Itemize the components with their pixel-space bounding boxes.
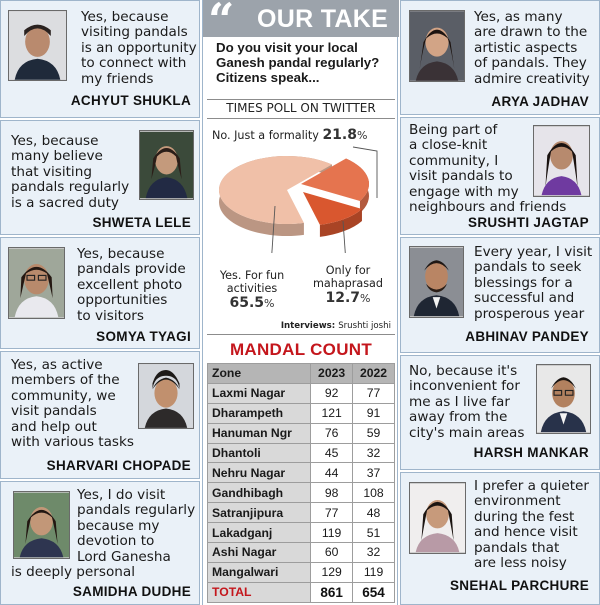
- slice-label: Yes. For fun activities: [219, 269, 285, 295]
- quote-card-srushti-jagtap: [400, 117, 600, 235]
- quote-text: No, because it's inconvenient for me as I live far away from the city's main areas: [409, 363, 525, 441]
- quote-text: Yes, because many believe that visiting pandals regularly is a sacred duty: [11, 133, 130, 211]
- quote-text: Yes, as active members of the community, we visit pandals and help out with various tasks: [11, 357, 134, 451]
- person-name: SHARVARI CHOPADE: [46, 458, 191, 473]
- zone-name: Laxmi Nagar: [208, 383, 311, 403]
- person-name: SNEHAL PARCHURE: [449, 578, 589, 593]
- table-row: [208, 463, 395, 483]
- zone-name: Satranjipura: [208, 503, 311, 523]
- quote-card-harsh-mankar: [400, 355, 600, 470]
- portrait-srushti-jagtap: [533, 125, 590, 197]
- person-name: HARSH MANKAR: [473, 445, 589, 460]
- page-title: OUR TAKE: [257, 5, 389, 33]
- zone-name: Lakadganj: [208, 523, 311, 543]
- interview-credit: Interviews: Srushti joshi: [280, 321, 391, 331]
- label-fun-activities: Yes. For fun activities 65.5%: [209, 269, 295, 310]
- count-2023: 119: [311, 523, 353, 543]
- table-row: [208, 523, 395, 543]
- person-name: SOMYA TYAGI: [96, 329, 191, 344]
- quote-text: Yes, I do visit pandals regularly because my devotion to Lord Ganesha: [77, 487, 196, 565]
- table-row: [208, 383, 395, 403]
- count-2022: 59: [353, 423, 395, 443]
- table-row: [208, 562, 395, 582]
- person-name: ABHINAV PANDEY: [465, 329, 589, 344]
- our-take-panel: [202, 0, 398, 605]
- count-2023: 44: [311, 463, 353, 483]
- our-take-banner: [203, 0, 399, 47]
- column-header-2022: 2022: [353, 364, 395, 384]
- zone-name: Mangalwari: [208, 562, 311, 582]
- quote-text: Yes, because pandals provide excellent photo opportunities to visitors: [77, 246, 186, 324]
- portrait-shweta-lele: [139, 130, 194, 200]
- label-formality: No. Just a formality 21.8%: [212, 127, 368, 143]
- quote-text: I prefer a quieter environment during the fest and hence visit pandals that are less noisy: [474, 478, 589, 572]
- count-2022: 77: [353, 383, 395, 403]
- count-2023: 45: [311, 443, 353, 463]
- table-row: [208, 483, 395, 503]
- person-name: SAMIDHA DUDHE: [72, 584, 191, 599]
- zone-name: Hanuman Ngr: [208, 423, 311, 443]
- table-row: [208, 423, 395, 443]
- zone-name: Dhantoli: [208, 443, 311, 463]
- count-2023: 76: [311, 423, 353, 443]
- quote-card-abhinav-pandey: [400, 237, 600, 353]
- poll-source: TIMES POLL ON TWITTER: [226, 101, 376, 115]
- zone-name: Dharampeth: [208, 403, 311, 423]
- count-2023: 129: [311, 562, 353, 582]
- slice-value: 21.8: [322, 127, 357, 143]
- slice-value: 12.7: [325, 290, 361, 306]
- label-mahaprasad: Only for mahaprasad 12.7%: [303, 264, 393, 305]
- zone-name: Gandhibagh: [208, 483, 311, 503]
- table-row: [208, 443, 395, 463]
- quote-text: Being part of a close-knit community, I visit pandals to engage with my neighbours and friends: [409, 122, 567, 216]
- quote-card-achyut-shukla: [0, 0, 200, 118]
- table-header-row: [208, 364, 395, 384]
- table-row: [208, 403, 395, 423]
- count-2023: 60: [311, 543, 353, 563]
- count-2022: 32: [353, 543, 395, 563]
- person-name: ACHYUT SHUKLA: [70, 93, 191, 108]
- total-label: TOTAL: [208, 582, 311, 602]
- portrait-samidha-dudhe: [13, 491, 70, 559]
- portrait-somya-tyagi: [8, 247, 65, 319]
- divider: [207, 334, 395, 335]
- quote-card-sharvari-chopade: [0, 351, 200, 479]
- count-2022: 48: [353, 503, 395, 523]
- quote-mark-icon: “: [208, 0, 235, 47]
- table-row: [208, 503, 395, 523]
- slice-value: 65.5: [229, 295, 265, 311]
- count-2022: 32: [353, 443, 395, 463]
- table-row: [208, 543, 395, 563]
- poll-question: Do you visit your local Ganesh pandal regularly? Citizens speak...: [216, 40, 380, 85]
- quote-card-shweta-lele: [0, 120, 200, 235]
- person-name: ARYA JADHAV: [491, 94, 589, 109]
- table-total-row: [208, 582, 395, 602]
- count-2022: 37: [353, 463, 395, 483]
- column-header-2023: 2023: [311, 364, 353, 384]
- slice-label: Only for mahaprasad: [312, 264, 384, 290]
- count-2022: 108: [353, 483, 395, 503]
- mandal-count-title: MANDAL COUNT: [229, 340, 373, 359]
- count-2023: 121: [311, 403, 353, 423]
- zone-name: Ashi Nagar: [208, 543, 311, 563]
- quote-text: Yes, as many are drawn to the artistic aspects of pandals. They admire creativity: [474, 9, 590, 87]
- quote-card-snehal-parchure: [400, 472, 600, 605]
- portrait-sharvari-chopade: [138, 363, 194, 429]
- count-2022: 51: [353, 523, 395, 543]
- portrait-achyut-shukla: [8, 10, 67, 81]
- divider: [207, 99, 395, 100]
- count-2022: 91: [353, 403, 395, 423]
- person-name: SRUSHTI JAGTAP: [468, 215, 589, 230]
- portrait-arya-jadhav: [409, 10, 465, 82]
- column-header-zone: Zone: [208, 364, 311, 384]
- count-2023: 92: [311, 383, 353, 403]
- quote-card-arya-jadhav: [400, 0, 600, 115]
- portrait-abhinav-pandey: [409, 246, 464, 318]
- count-2022: 119: [353, 562, 395, 582]
- quote-card-samidha-dudhe: [0, 481, 200, 605]
- person-name: SHWETA LELE: [92, 215, 191, 230]
- total-2022: 654: [353, 582, 395, 602]
- quote-text-last-line: is deeply personal: [11, 564, 136, 580]
- quote-text: Every year, I visit pandals to seek blessings for a successful and prosperous year: [474, 244, 593, 322]
- quote-card-somya-tyagi: [0, 237, 200, 349]
- total-2023: 861: [311, 582, 353, 602]
- zone-name: Nehru Nagar: [208, 463, 311, 483]
- portrait-harsh-mankar: [536, 364, 591, 434]
- mandal-count-table: [207, 363, 395, 603]
- portrait-snehal-parchure: [409, 482, 466, 554]
- count-2023: 98: [311, 483, 353, 503]
- quote-text: Yes, because visiting pandals is an opportunity to connect with my friends: [81, 9, 197, 87]
- count-2023: 77: [311, 503, 353, 523]
- slice-label: No. Just a formality: [212, 129, 319, 142]
